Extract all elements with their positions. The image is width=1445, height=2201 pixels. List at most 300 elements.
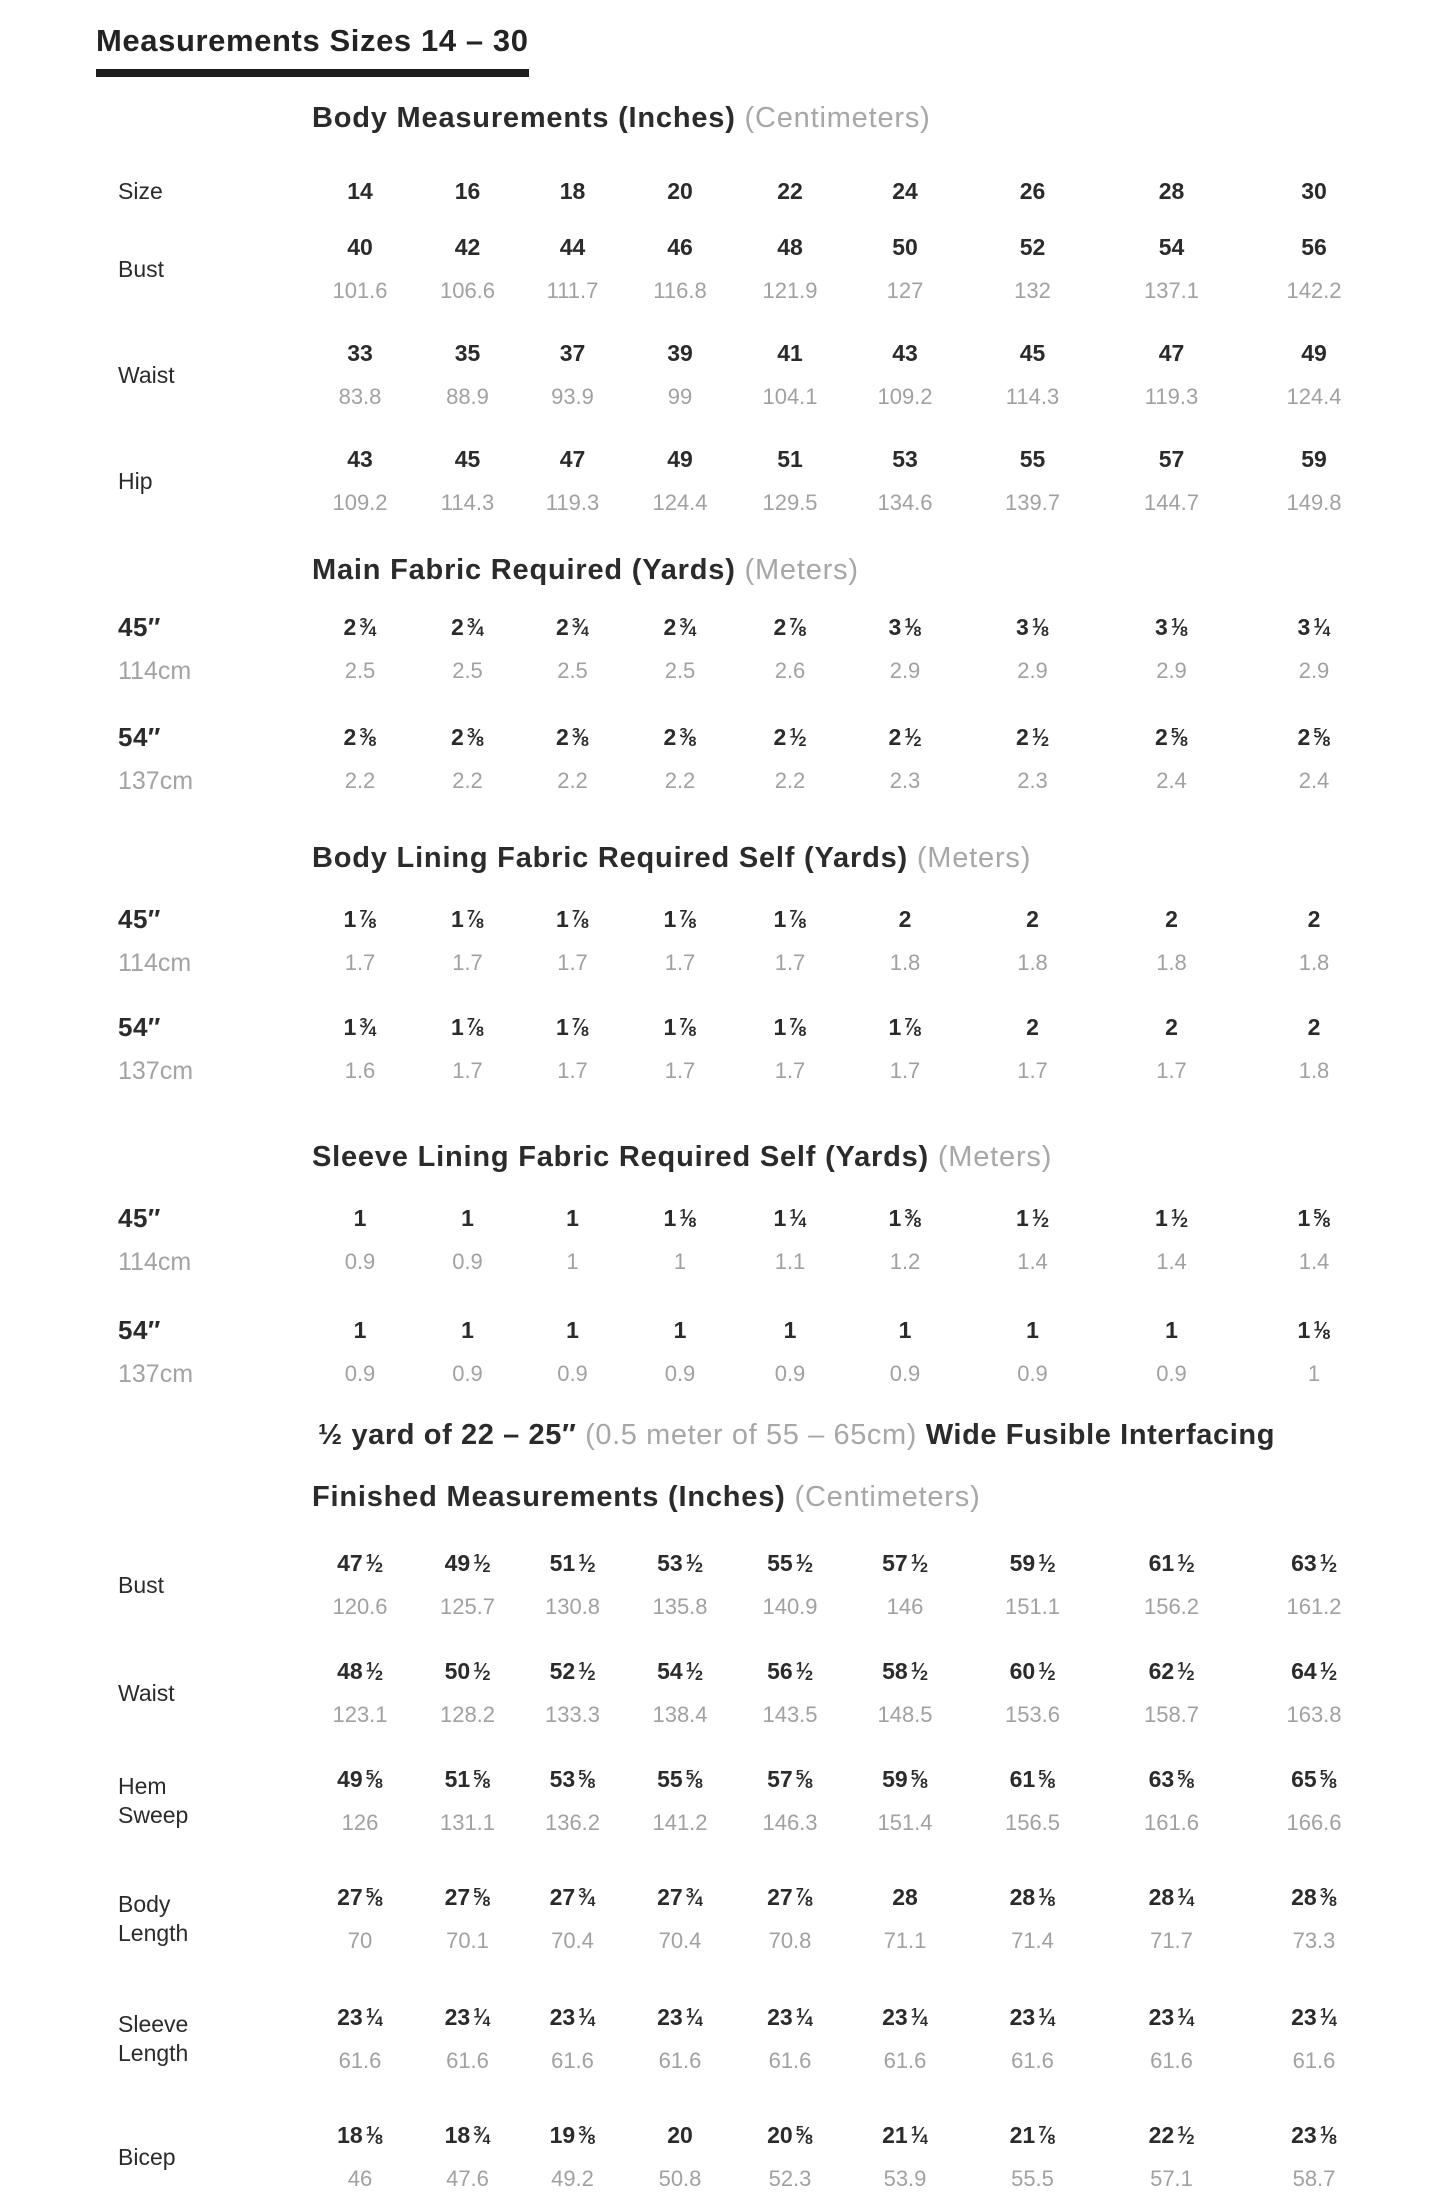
cm-value-cell: 142.2 (1286, 278, 1342, 303)
cm-value-cell: 109.2 (877, 384, 933, 409)
meters-value-cell: 2.4 (1156, 768, 1187, 793)
fraction: 3⁄4 (359, 1014, 377, 1041)
fraction: 1⁄2 (1177, 1550, 1195, 1577)
fraction: 3⁄8 (359, 724, 377, 751)
cm-value-cell: 132 (1014, 278, 1051, 303)
inches-value-cell: 50 1⁄2 (444, 1658, 491, 1685)
meters-value-cell: 1.1 (774, 1249, 806, 1274)
inches-value-cell: 57 5⁄8 (767, 1766, 813, 1793)
fabric-width-label: 54″ (118, 722, 161, 752)
fraction: 1⁄2 (685, 1658, 703, 1685)
heading-primary: Finished Measurements (Inches) (312, 1481, 786, 1513)
meters-value-cell: 2.9 (1156, 658, 1187, 683)
yards-value-cell: 2 3⁄8 (556, 724, 589, 751)
yards-value-cell: 2 3⁄8 (663, 724, 697, 751)
fraction: 5⁄8 (795, 1766, 813, 1793)
meters-value-cell: 1.4 (1156, 1249, 1187, 1274)
cm-value-cell: 61.6 (768, 2048, 812, 2073)
inches-value-cell: 57 1⁄2 (882, 1550, 928, 1577)
fraction: 1⁄4 (1177, 1884, 1195, 1911)
fraction: 1⁄2 (1319, 1550, 1337, 1577)
table-row-main-fabric-54 (0, 715, 1445, 803)
yards-value-cell: 1 7⁄8 (556, 906, 589, 933)
fraction: 3⁄4 (578, 1884, 596, 1911)
inches-value-cell: 41 (777, 340, 803, 366)
cm-value-cell: 140.9 (762, 1594, 818, 1619)
yards-value-cell: 1 (353, 1205, 367, 1231)
inches-value-cell: 56 (1301, 234, 1327, 260)
yards-value-cell: 3 1⁄4 (1297, 614, 1331, 641)
fraction: 7⁄8 (679, 1014, 697, 1041)
meters-value-cell: 1.7 (557, 950, 588, 975)
fraction: 7⁄8 (467, 1014, 484, 1041)
cm-value-cell: 101.6 (332, 278, 388, 303)
cm-value-cell: 116.8 (653, 278, 707, 303)
fraction: 5⁄8 (473, 1766, 491, 1793)
inches-value-cell: 50 (892, 234, 918, 260)
inches-value-cell: 52 (1019, 234, 1046, 260)
heading-secondary: (Meters) (937, 1141, 1053, 1173)
meters-value-cell: 1.7 (664, 1058, 696, 1083)
yards-value-cell: 1 (673, 1317, 687, 1343)
cm-value-cell: 106.6 (439, 278, 496, 303)
fraction: 5⁄8 (365, 1766, 383, 1793)
fraction: 1⁄2 (1032, 724, 1049, 751)
inches-value-cell: 51 5⁄8 (444, 1766, 491, 1793)
yards-value-cell: 2 (1307, 906, 1321, 932)
meters-value-cell: 1.7 (452, 950, 483, 975)
meters-value-cell: 1 (673, 1249, 687, 1274)
meters-value-cell: 1 (566, 1249, 579, 1274)
inches-value-cell: 18 3⁄4 (444, 2122, 491, 2149)
table-row-finished-bust (0, 1541, 1445, 1629)
table-row-hem-sweep (0, 1757, 1445, 1845)
meters-value-cell: 0.9 (1156, 1361, 1187, 1386)
yards-value-cell: 2 3⁄8 (451, 724, 484, 751)
inches-value-cell: 58 1⁄2 (882, 1658, 928, 1685)
yards-value-cell: 1 (566, 1205, 579, 1231)
inches-value-cell: 23 1⁄4 (1009, 2004, 1056, 2031)
fabric-width-sublabel: 114cm (118, 949, 192, 977)
inches-value-cell: 49 1⁄2 (444, 1550, 491, 1577)
meters-value-cell: 1 (1307, 1361, 1321, 1386)
yards-value-cell: 1 (566, 1317, 579, 1343)
fraction: 1⁄2 (904, 724, 922, 751)
yards-value-cell: 2 1⁄2 (888, 724, 922, 751)
section-heading-main-fabric (312, 551, 1445, 589)
inches-value-cell: 65 5⁄8 (1291, 1766, 1337, 1793)
yards-value-cell: 2 5⁄8 (1155, 724, 1188, 751)
cm-value-cell: 131.1 (439, 1810, 496, 1835)
yards-value-cell: 2 5⁄8 (1297, 724, 1331, 751)
inches-value-cell: 23 1⁄4 (549, 2004, 596, 2031)
fraction: 3⁄8 (904, 1205, 922, 1232)
fabric-width-sublabel: 114cm (118, 657, 192, 685)
cm-value-cell: 148.5 (877, 1702, 933, 1727)
fabric-width-label: 54″ (118, 1012, 161, 1042)
meters-value-cell: 1.8 (1156, 950, 1187, 975)
size-value-cell: 20 (667, 178, 693, 204)
cm-value-cell: 71.1 (883, 1928, 927, 1953)
cm-value-cell: 125.7 (439, 1594, 496, 1619)
inches-value-cell: 47 1⁄2 (337, 1550, 383, 1577)
cm-value-cell: 109.2 (332, 490, 388, 515)
cm-value-cell: 61.6 (658, 2048, 702, 2073)
meters-value-cell: 2.4 (1298, 768, 1330, 793)
inches-value-cell: 27 5⁄8 (337, 1884, 383, 1911)
inches-value-cell: 39 (667, 340, 693, 366)
fraction: 7⁄8 (1038, 2122, 1056, 2149)
page-title: Measurements Sizes 14 – 30 (96, 22, 529, 77)
inches-value-cell: 57 (1158, 446, 1185, 472)
fraction: 3⁄8 (467, 724, 484, 751)
fabric-width-sublabel: 137cm (118, 1057, 194, 1085)
row-label-bust (0, 1541, 300, 1629)
fraction: 7⁄8 (789, 1014, 807, 1041)
inches-value-cell: 23 1⁄4 (444, 2004, 491, 2031)
cm-value-cell: 156.5 (1004, 1810, 1061, 1835)
cm-value-cell: 124.4 (652, 490, 708, 515)
heading-primary: Body Measurements (Inches) (312, 102, 736, 134)
meters-value-cell: 1.7 (889, 1058, 921, 1083)
inches-value-cell: 23 1⁄4 (657, 2004, 703, 2031)
row-label-54in (0, 1308, 300, 1396)
cm-value-cell: 121.9 (762, 278, 818, 303)
meters-value-cell: 1.8 (1298, 950, 1330, 975)
yards-value-cell: 2 (898, 906, 912, 932)
fraction: 1⁄4 (789, 1205, 807, 1232)
yards-value-cell: 1 7⁄8 (663, 1014, 697, 1041)
inches-value-cell: 47 (559, 446, 586, 472)
meters-value-cell: 1.2 (889, 1249, 921, 1274)
table-row-finished-waist (0, 1649, 1445, 1737)
fraction: 1⁄4 (1313, 614, 1331, 641)
fraction: 3⁄4 (467, 614, 484, 641)
row-label-text: Bust (118, 255, 165, 282)
meters-value-cell: 2.2 (774, 768, 806, 793)
size-value-cell: 16 (454, 178, 481, 204)
inches-value-cell: 63 5⁄8 (1148, 1766, 1195, 1793)
table-row-main-fabric-45 (0, 605, 1445, 693)
fraction: 1⁄2 (1177, 2122, 1195, 2149)
row-label-hem-sweep (0, 1757, 300, 1845)
inches-value-cell: 23 1⁄4 (1148, 2004, 1195, 2031)
inches-value-cell: 18 1⁄8 (337, 2122, 383, 2149)
cm-value-cell: 49.2 (551, 2166, 594, 2191)
cm-value-cell: 71.4 (1011, 1928, 1054, 1953)
inches-value-cell: 28 1⁄8 (1009, 1884, 1056, 1911)
meters-value-cell: 2.5 (344, 658, 376, 683)
row-label-bust (0, 225, 300, 313)
meters-value-cell: 2.9 (889, 658, 921, 683)
meters-value-cell: 0.9 (774, 1361, 806, 1386)
fraction: 5⁄8 (578, 1766, 596, 1793)
inches-value-cell: 55 (1019, 446, 1046, 472)
cm-value-cell: 130.8 (544, 1594, 601, 1619)
cm-value-cell: 163.8 (1286, 1702, 1342, 1727)
meters-value-cell: 2.2 (344, 768, 376, 793)
row-label-sleeve-length (0, 1995, 300, 2083)
cm-value-cell: 61.6 (1292, 2048, 1336, 2073)
fraction: 1⁄4 (685, 2004, 703, 2031)
fabric-width-sublabel: 137cm (118, 767, 194, 795)
meters-value-cell: 1.7 (344, 950, 376, 975)
row-label-bicep (0, 2113, 300, 2201)
yards-value-cell: 2 3⁄4 (663, 614, 697, 641)
row-label-54in (0, 715, 300, 803)
fabric-width-label: 45″ (118, 1203, 161, 1233)
inches-value-cell: 20 (667, 2122, 693, 2148)
cm-value-cell: 114.3 (1005, 384, 1060, 409)
fraction: 7⁄8 (904, 1014, 922, 1041)
fraction: 1⁄2 (789, 724, 807, 751)
inches-value-cell: 28 1⁄4 (1148, 1884, 1195, 1911)
inches-value-cell: 54 1⁄2 (657, 1658, 703, 1685)
meters-value-cell: 1.7 (557, 1058, 588, 1083)
row-label-text: Waist (118, 361, 175, 388)
cm-value-cell: 149.8 (1286, 490, 1342, 515)
cm-value-cell: 58.7 (1292, 2166, 1336, 2191)
inches-value-cell: 52 1⁄2 (549, 1658, 596, 1685)
meters-value-cell: 1.7 (1017, 1058, 1048, 1083)
yards-value-cell: 1 1⁄8 (1297, 1317, 1331, 1344)
row-label-text: Bicep (118, 2143, 176, 2170)
inches-value-cell: 63 1⁄2 (1291, 1550, 1337, 1577)
fraction: 1⁄2 (685, 1550, 703, 1577)
row-label-waist (0, 1649, 300, 1737)
inches-value-cell: 59 (1301, 446, 1327, 472)
fraction: 1⁄4 (1177, 2004, 1195, 2031)
fraction: 5⁄8 (795, 2122, 813, 2149)
fraction: 1⁄2 (795, 1658, 813, 1685)
row-label-text: Bust (118, 1571, 165, 1598)
cm-value-cell: 50.8 (658, 2166, 702, 2191)
cm-value-cell: 70.4 (551, 1928, 594, 1953)
fraction: 1⁄8 (1171, 614, 1188, 641)
meters-value-cell: 1.7 (452, 1058, 483, 1083)
meters-value-cell: 0.9 (452, 1361, 483, 1386)
section-heading-finished-measurements (312, 1478, 1445, 1516)
cm-value-cell: 61.6 (551, 2048, 594, 2073)
cm-value-cell: 136.2 (544, 1810, 601, 1835)
inches-value-cell: 53 1⁄2 (657, 1550, 703, 1577)
cm-value-cell: 61.6 (446, 2048, 489, 2073)
cm-value-cell: 99 (667, 384, 693, 409)
yards-value-cell: 1 7⁄8 (773, 906, 807, 933)
yards-value-cell: 1 1⁄4 (773, 1205, 807, 1232)
inches-value-cell: 23 1⁄4 (767, 2004, 813, 2031)
inches-value-cell: 45 (1019, 340, 1046, 366)
row-label-45in (0, 1196, 300, 1284)
size-value-cell: 28 (1158, 178, 1185, 204)
meters-value-cell: 0.9 (1017, 1361, 1048, 1386)
inches-value-cell: 48 1⁄2 (337, 1658, 383, 1685)
inches-value-cell: 61 5⁄8 (1009, 1766, 1056, 1793)
inches-value-cell: 33 (347, 340, 373, 366)
cm-value-cell: 93.9 (551, 384, 594, 409)
inches-value-cell: 44 (559, 234, 586, 260)
fraction: 7⁄8 (467, 906, 484, 933)
yards-value-cell: 1 3⁄4 (343, 1014, 377, 1041)
inches-value-cell: 27 7⁄8 (767, 1884, 813, 1911)
yards-value-cell: 1 7⁄8 (663, 906, 697, 933)
fraction: 1⁄2 (1038, 1658, 1056, 1685)
cm-value-cell: 146.3 (762, 1810, 818, 1835)
inches-value-cell: 27 5⁄8 (444, 1884, 491, 1911)
meters-value-cell: 1.8 (1298, 1058, 1330, 1083)
fraction: 1⁄2 (365, 1658, 383, 1685)
cm-value-cell: 138.4 (652, 1702, 708, 1727)
size-value-cell: 22 (777, 178, 803, 204)
heading-secondary: (Meters) (744, 554, 859, 586)
yards-value-cell: 3 1⁄8 (888, 614, 922, 641)
cm-value-cell: 61.6 (1011, 2048, 1054, 2073)
table-row-bicep (0, 2113, 1445, 2201)
yards-value-cell: 1 7⁄8 (556, 1014, 589, 1041)
interfacing-yards-text: ½ yard of 22 – 25″ (318, 1419, 577, 1451)
fraction: 1⁄4 (910, 2004, 928, 2031)
cm-value-cell: 129.5 (762, 490, 818, 515)
row-label-hip (0, 437, 300, 525)
fraction: 1⁄2 (473, 1658, 491, 1685)
table-row-hip (0, 437, 1445, 525)
row-label-body-length (0, 1875, 300, 1963)
cm-value-cell: 127 (886, 278, 924, 303)
meters-value-cell: 0.9 (889, 1361, 921, 1386)
yards-value-cell: 1 (898, 1317, 912, 1343)
inches-value-cell: 61 1⁄2 (1148, 1550, 1195, 1577)
cm-value-cell: 70.8 (768, 1928, 812, 1953)
fraction: 1⁄8 (1032, 614, 1049, 641)
yards-value-cell: 1 1⁄2 (1016, 1205, 1049, 1232)
cm-value-cell: 71.7 (1150, 1928, 1193, 1953)
cm-value-cell: 70.1 (446, 1928, 489, 1953)
table-row-body-lining-45 (0, 897, 1445, 985)
inches-value-cell: 19 3⁄8 (549, 2122, 596, 2149)
inches-value-cell: 21 7⁄8 (1009, 2122, 1056, 2149)
inches-value-cell: 43 (347, 446, 373, 472)
inches-value-cell: 23 1⁄4 (1291, 2004, 1337, 2031)
yards-value-cell: 1 7⁄8 (343, 906, 377, 933)
meters-value-cell: 2.5 (664, 658, 696, 683)
inches-value-cell: 59 1⁄2 (1009, 1550, 1056, 1577)
fraction: 1⁄2 (910, 1658, 928, 1685)
meters-value-cell: 0.9 (557, 1361, 588, 1386)
inches-value-cell: 46 (667, 234, 693, 260)
fraction: 3⁄8 (578, 2122, 596, 2149)
fraction: 1⁄2 (473, 1550, 491, 1577)
fraction: 1⁄8 (1313, 1317, 1331, 1344)
inches-value-cell: 48 (777, 234, 803, 260)
meters-value-cell: 2.3 (1017, 768, 1048, 793)
yards-value-cell: 2 7⁄8 (773, 614, 807, 641)
fraction: 3⁄4 (359, 614, 377, 641)
cm-value-cell: 137.1 (1143, 278, 1200, 303)
cm-value-cell: 70 (347, 1928, 373, 1953)
yards-value-cell: 2 3⁄4 (343, 614, 377, 641)
fraction: 7⁄8 (789, 614, 807, 641)
meters-value-cell: 1.8 (1017, 950, 1048, 975)
interfacing-suffix-text: Wide Fusible Interfacing (925, 1419, 1276, 1451)
heading-secondary: (Centimeters) (744, 102, 931, 134)
table-row-body-length (0, 1875, 1445, 1963)
fabric-width-label: 45″ (118, 612, 161, 642)
row-label-waist (0, 331, 300, 419)
meters-value-cell: 1.7 (774, 950, 806, 975)
cm-value-cell: 114.3 (440, 490, 495, 515)
yards-value-cell: 1 (461, 1317, 474, 1343)
inches-value-cell: 49 (667, 446, 693, 472)
fraction: 5⁄8 (1313, 724, 1331, 751)
meters-value-cell: 2.2 (557, 768, 588, 793)
meters-value-cell: 1.7 (1156, 1058, 1187, 1083)
interfacing-meters-text: (0.5 meter of 55 – 65cm) (585, 1419, 918, 1451)
fraction: 1⁄2 (795, 1550, 813, 1577)
meters-value-cell: 2.6 (774, 658, 806, 683)
size-row (0, 169, 1445, 213)
fraction: 1⁄8 (1319, 2122, 1337, 2149)
row-label-54in (0, 1005, 300, 1093)
fraction: 5⁄8 (1319, 1766, 1337, 1793)
inches-value-cell: 21 1⁄4 (882, 2122, 928, 2149)
cm-value-cell: 61.6 (338, 2048, 382, 2073)
size-value-cell: 26 (1019, 178, 1046, 204)
inches-value-cell: 42 (454, 234, 481, 260)
fraction: 3⁄8 (572, 724, 589, 751)
fraction: 1⁄8 (1038, 1884, 1056, 1911)
inches-value-cell: 53 (892, 446, 918, 472)
cm-value-cell: 141.2 (652, 1810, 708, 1835)
yards-value-cell: 2 3⁄4 (451, 614, 484, 641)
meters-value-cell: 0.9 (344, 1361, 376, 1386)
cm-value-cell: 57.1 (1150, 2166, 1193, 2191)
fraction: 1⁄8 (904, 614, 922, 641)
yards-value-cell: 2 (1307, 1014, 1321, 1040)
inches-value-cell: 55 5⁄8 (657, 1766, 703, 1793)
yards-value-cell: 1 (1165, 1317, 1178, 1343)
row-label-45in (0, 605, 300, 693)
size-value-cell: 14 (347, 178, 373, 204)
yards-value-cell: 1 3⁄8 (888, 1205, 922, 1232)
table-row-body-lining-54 (0, 1005, 1445, 1093)
row-label-size (0, 169, 300, 213)
cm-value-cell: 104.1 (762, 384, 818, 409)
heading-secondary: (Centimeters) (794, 1481, 981, 1513)
yards-value-cell: 2 (1165, 1014, 1178, 1040)
cm-value-cell: 88.9 (446, 384, 489, 409)
cm-value-cell: 83.8 (338, 384, 382, 409)
inches-value-cell: 23 1⁄8 (1291, 2122, 1337, 2149)
table-row-sleeve-lining-45 (0, 1196, 1445, 1284)
yards-value-cell: 1 (353, 1317, 367, 1343)
fraction: 5⁄8 (1177, 1766, 1195, 1793)
fraction: 1⁄4 (473, 2004, 491, 2031)
fraction: 1⁄2 (1038, 1550, 1056, 1577)
inches-value-cell: 62 1⁄2 (1148, 1658, 1195, 1685)
section-heading-body-lining (312, 839, 1445, 877)
cm-value-cell: 128.2 (439, 1702, 496, 1727)
yards-value-cell: 1 (1026, 1317, 1039, 1343)
fraction: 3⁄4 (679, 614, 697, 641)
cm-value-cell: 126 (341, 1810, 379, 1835)
inches-value-cell: 28 3⁄8 (1291, 1884, 1337, 1911)
inches-value-cell: 35 (454, 340, 481, 366)
inches-value-cell: 40 (347, 234, 373, 260)
meters-value-cell: 0.9 (344, 1249, 376, 1274)
row-label-45in (0, 897, 300, 985)
cm-value-cell: 55.5 (1011, 2166, 1054, 2191)
meters-value-cell: 2.9 (1017, 658, 1048, 683)
